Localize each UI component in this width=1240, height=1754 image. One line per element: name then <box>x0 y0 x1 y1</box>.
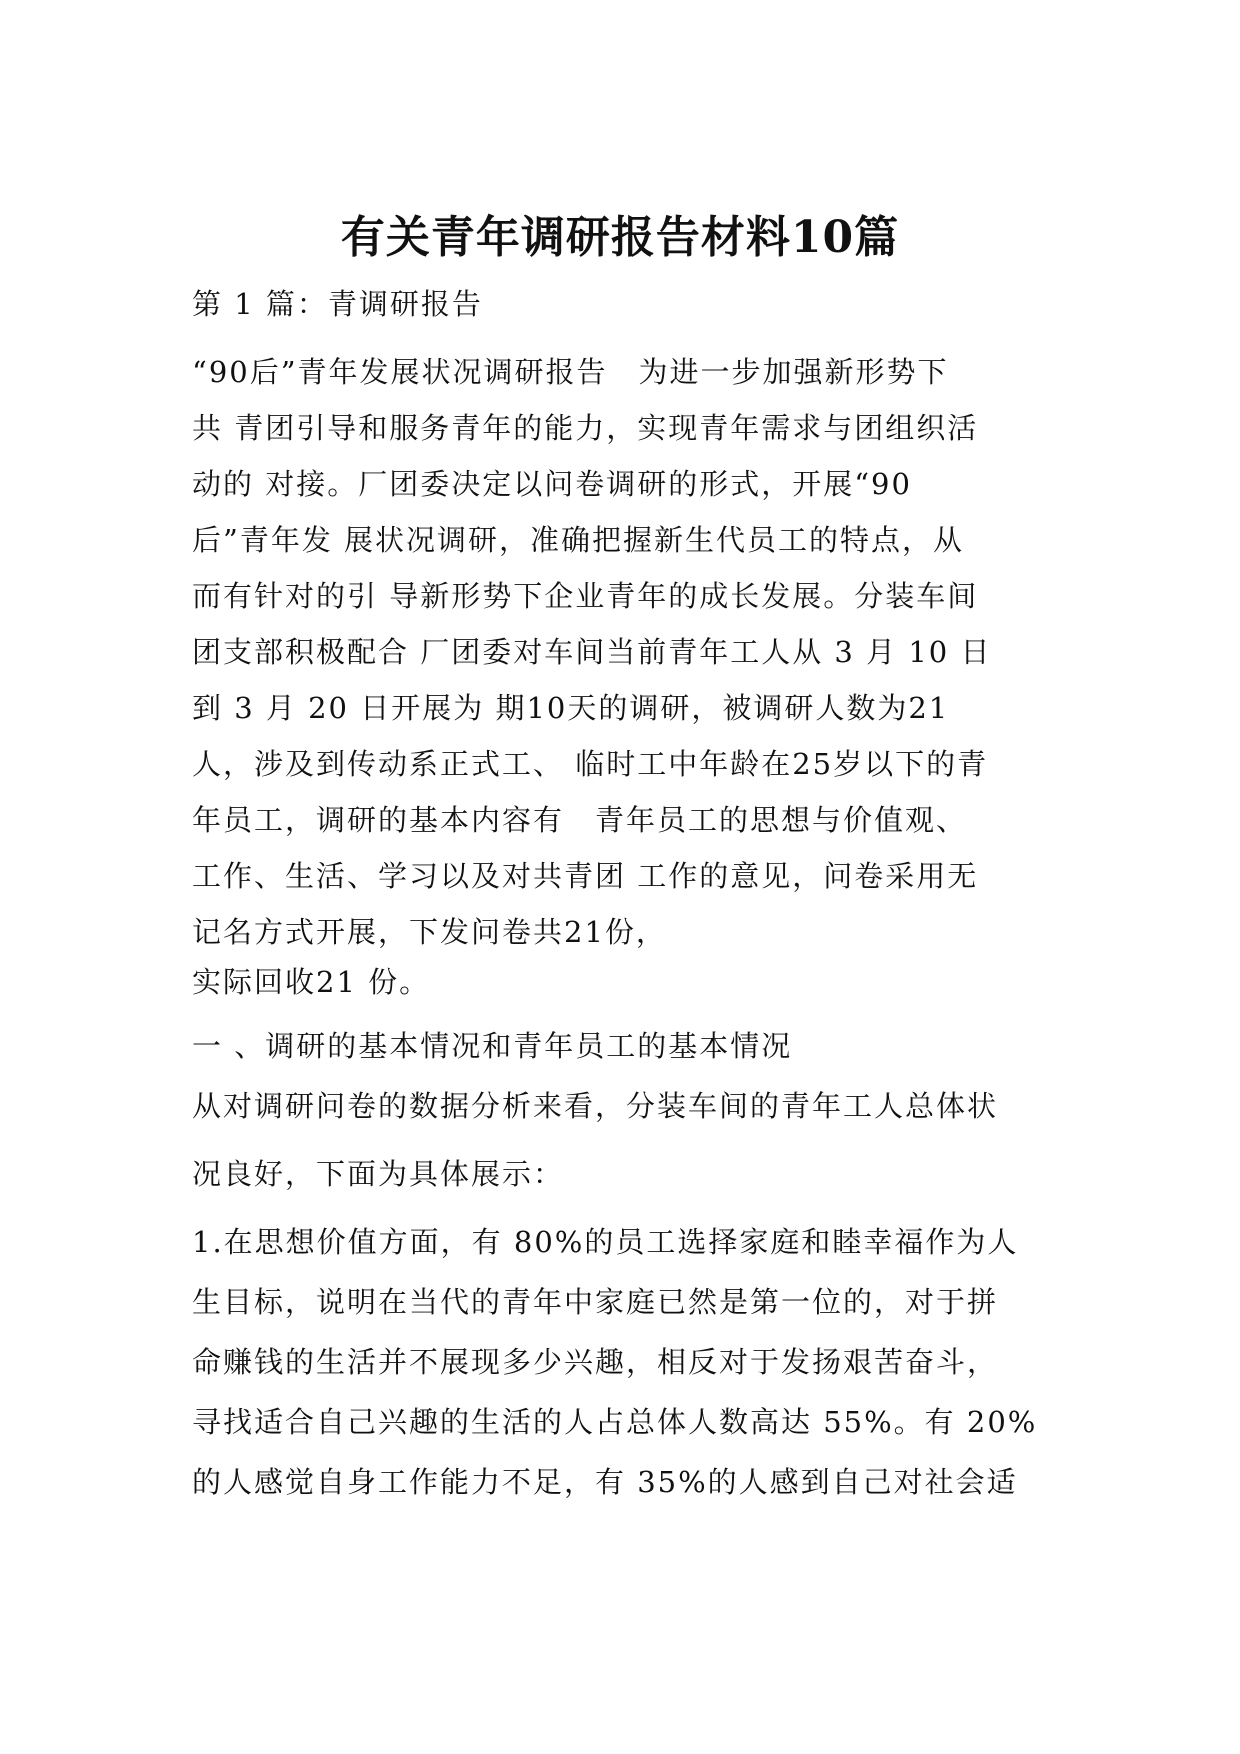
body-line: 从对调研问卷的数据分析来看，分装车间的青年工人总体状 <box>192 1089 999 1123</box>
body-line: 记名方式开展，下发问卷共21份， <box>192 915 667 949</box>
body-line: 共 青团引导和服务青年的能力，实现青年需求与团组织活 <box>192 411 979 445</box>
section-heading: 一 、调研的基本情况和青年员工的基本情况 <box>192 1029 793 1063</box>
body-line: 命赚钱的生活并不展现多少兴趣，相反对于发扬艰苦奋斗， <box>192 1345 999 1379</box>
body-line: 的人感觉自身工作能力不足，有 35%的人感到自己对社会适 <box>192 1465 1018 1499</box>
body-line: 年员工，调研的基本内容有 青年员工的思想与价值观、 <box>192 803 968 837</box>
body-line: 到 3 月 20 日开展为 期10天的调研，被调研人数为21 <box>192 691 950 725</box>
body-line: 而有针对的引 导新形势下企业青年的成长发展。分装车间 <box>192 579 979 613</box>
body-line: 团支部积极配合 厂团委对车间当前青年工人从 3 月 10 日 <box>192 635 992 669</box>
body-line: 后”青年发 展状况调研，准确把握新生代员工的特点，从 <box>192 523 965 557</box>
document-title: 有关青年调研报告材料10篇 <box>340 212 900 263</box>
body-line: 动的 对接。厂团委决定以问卷调研的形式，开展“90 <box>192 467 912 501</box>
body-line: 实际回收21 份。 <box>192 965 431 999</box>
body-line: 人，涉及到传动系正式工、 临时工中年龄在25岁以下的青 <box>192 747 989 781</box>
body-line: 况良好，下面为具体展示： <box>192 1157 565 1191</box>
body-line: 生目标，说明在当代的青年中家庭已然是第一位的，对于拼 <box>192 1285 999 1319</box>
body-line: 工作、生活、学习以及对共青团 工作的意见，问卷采用无 <box>192 859 979 893</box>
body-line: “90后”青年发展状况调研报告 为进一步加强新形势下 <box>192 355 949 389</box>
chapter-heading: 第 1 篇：青调研报告 <box>192 287 483 321</box>
body-line: 寻找适合自己兴趣的生活的人占总体人数高达 55%。有 20% <box>192 1405 1038 1439</box>
body-line: 1.在思想价值方面，有 80%的员工选择家庭和睦幸福作为人 <box>192 1225 1019 1259</box>
